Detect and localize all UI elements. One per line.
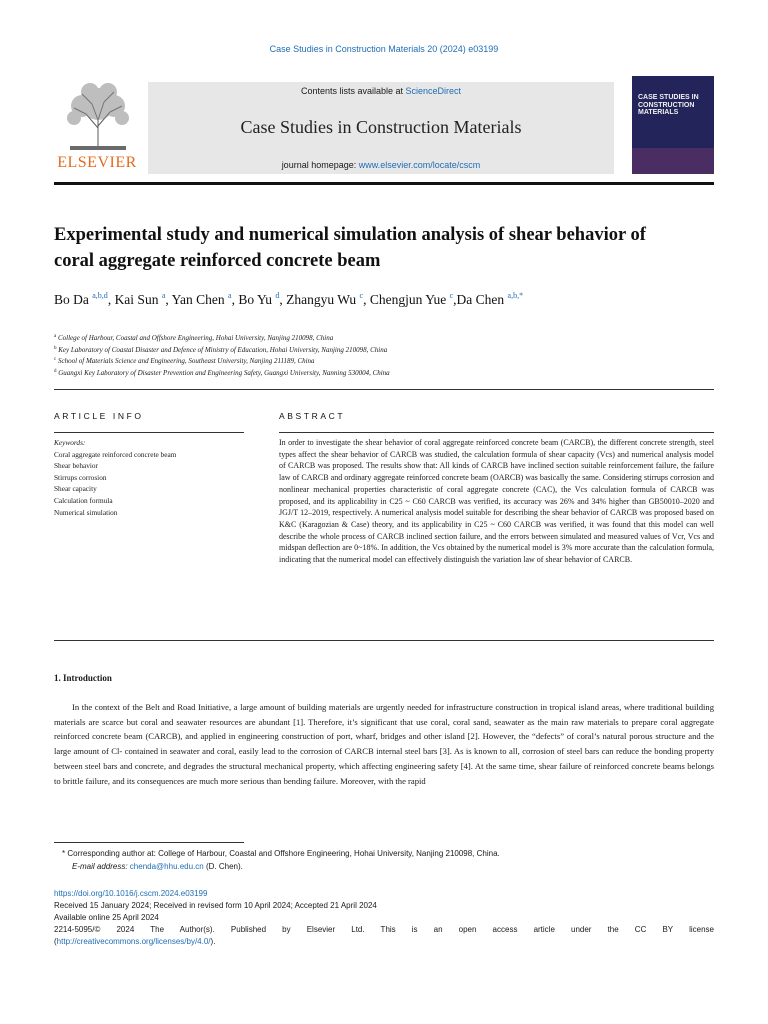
author-separator: , bbox=[107, 292, 115, 307]
cover-title: CASE STUDIES IN CONSTRUCTION MATERIALS bbox=[638, 94, 699, 116]
affiliation-text: School of Materials Science and Engineering, Southeast University, Nanjing 211189, China bbox=[56, 357, 315, 366]
affiliation-text: Key Laboratory of Coastal Disaster and Defence of Ministry of Education, Hohai University, Nanjing 210098, China bbox=[56, 345, 388, 354]
article-info-rule bbox=[54, 432, 244, 433]
homepage-prefix: journal homepage: bbox=[281, 160, 359, 170]
affiliations bbox=[54, 332, 714, 379]
keywords-list bbox=[54, 449, 254, 519]
email-line bbox=[62, 860, 702, 873]
author-affiliation-marker[interactable]: a,b,* bbox=[507, 291, 524, 300]
corresponding-author-note bbox=[62, 847, 702, 860]
keyword: Shear behavior bbox=[54, 461, 98, 471]
received-dates: Received 15 January 2024; Received in revised form 10 April 2024; Accepted 21 April 2024 bbox=[54, 900, 377, 910]
author-affiliation-marker[interactable]: c bbox=[449, 291, 454, 300]
affiliation-text: College of Harbour, Coastal and Offshore Engineering, Hohai University, Nanjing 210098, China bbox=[56, 334, 334, 342]
author-separator: , bbox=[165, 292, 172, 307]
affiliation bbox=[54, 344, 714, 356]
keyword: Stirrups corrosion bbox=[54, 472, 107, 482]
author-separator: , bbox=[363, 292, 370, 307]
footnote-text: Corresponding author at: College of Harbour, Coastal and Offshore Engineering, Hohai University, Nanjing 210098, China. bbox=[65, 849, 500, 858]
divider bbox=[54, 640, 714, 641]
journal-banner bbox=[148, 82, 614, 174]
keyword: Numerical simulation bbox=[54, 507, 118, 517]
license-close-paren: ). bbox=[210, 936, 216, 946]
abstract-heading: ABSTRACT bbox=[279, 411, 346, 421]
email-suffix: (D. Chen). bbox=[203, 862, 243, 871]
affiliation bbox=[54, 332, 714, 344]
author-name: Bo Yu bbox=[238, 292, 276, 307]
available-online: Available online 25 April 2024 bbox=[54, 912, 159, 922]
author-affiliation-marker[interactable]: a bbox=[161, 291, 166, 300]
affiliation bbox=[54, 355, 714, 367]
keyword: Shear capacity bbox=[54, 484, 97, 494]
keywords-label: Keywords: bbox=[54, 438, 86, 447]
masthead bbox=[54, 78, 714, 182]
affiliation bbox=[54, 367, 714, 379]
license-url-line bbox=[54, 936, 714, 948]
footnote-rule bbox=[54, 842, 244, 843]
author-separator: , bbox=[231, 292, 239, 307]
journal-reference[interactable]: Case Studies in Construction Materials 20 (2024) e03199 bbox=[269, 44, 499, 54]
author-name: Zhangyu Wu bbox=[286, 292, 360, 307]
footnote bbox=[62, 847, 702, 873]
header-rule bbox=[54, 182, 714, 185]
abstract-rule bbox=[279, 432, 714, 433]
affiliation-label: d bbox=[54, 369, 57, 375]
author-name: Bo Da bbox=[54, 292, 93, 307]
keyword: Coral aggregate reinforced concrete beam bbox=[54, 449, 177, 459]
contents-line bbox=[148, 86, 614, 96]
author-name: Chengjun Yue bbox=[369, 292, 450, 307]
author-list bbox=[54, 286, 674, 310]
contents-prefix: Contents lists available at bbox=[300, 86, 406, 96]
journal-cover[interactable] bbox=[632, 76, 714, 174]
divider bbox=[54, 389, 714, 390]
author-name: Yan Chen bbox=[171, 292, 229, 307]
publisher-logo[interactable] bbox=[54, 78, 140, 174]
article-title: Experimental study and numerical simulation analysis of shear behavior of coral aggregate reinforced concrete beam bbox=[54, 225, 646, 271]
email-link[interactable]: chenda@hhu.edu.cn bbox=[129, 862, 204, 871]
article-info-heading: ARTICLE INFO bbox=[54, 411, 144, 421]
cover-stripe bbox=[632, 148, 714, 174]
affiliation-text: Guangxi Key Laboratory of Disaster Prevention and Engineering Safety, Guangxi University, Nanning 530004, China bbox=[56, 369, 390, 378]
journal-title: Case Studies in Construction Materials bbox=[240, 117, 522, 137]
affiliation-label: a bbox=[54, 334, 57, 339]
author-name: Da Chen bbox=[456, 292, 508, 307]
author-affiliation-marker[interactable]: a,b,d bbox=[92, 291, 108, 300]
author-name: Kai Sun bbox=[114, 292, 162, 307]
license-link[interactable]: http://creativecommons.org/licenses/by/4.0/ bbox=[56, 936, 211, 946]
doi-link[interactable]: https://doi.org/10.1016/j.cscm.2024.e03199 bbox=[54, 889, 208, 898]
author-affiliation-marker[interactable]: c bbox=[359, 291, 364, 300]
author-affiliation-marker[interactable]: d bbox=[275, 291, 280, 300]
section-heading-introduction: 1. Introduction bbox=[54, 673, 112, 683]
abstract-text: In order to investigate the shear behavior of coral aggregate reinforced concrete beam (CARCB), the different concrete strength, steel types affect the shear behavior of CARCB was studied, the calculation formula of shear capacity (Vcs) and numerical analysis model of CARCB was proposed. The results show that: All kinds of CARCB have inclined section suitable reinforcement failure, the failure law of CARCB and ordinary aggregate reinforced concrete beam (OARCB) was basically the same. Considering stirrups corrosion and nonlinear mechanical properties characteristic of coral aggregate concrete (CAC), the Vcs calculation formula of CARCB was proposed, and its applicability in C25 ~ C60 CARCB was verified, its accuracy was 26% and 34% higher than GB50010–2020 and JGJ/T 12–2019, respectively. A numerical analysis model suitable for describing the shear behavior of CARCB was proposed based on K&C (Karagozian & Case) theory, and its applicability in C25 ~ C60 CARCB was verified, it was found that this model can well describe the whole process of CARCB inclined section failure, and the errors between simulated and measured values of Vcr, Vcs and midspan deflection are 0~18%. In addition, the Vcs obtained by the numerical model is 3% more accurate than the calculation formula, indicating that the numerical model can effectively distinguish the variation law of shear behavior of CARCB. bbox=[279, 438, 714, 565]
homepage-line bbox=[148, 160, 614, 170]
homepage-link[interactable]: www.elsevier.com/locate/cscm bbox=[358, 160, 481, 170]
sciencedirect-link[interactable]: ScienceDirect bbox=[405, 86, 462, 96]
introduction-text: In the context of the Belt and Road Initiative, a large amount of building materials are urgently needed for infrastructure construction in tropical island areas, where traditional building materials are scarce but coral and seawater resources are abundant [1]. Therefore, it’s significant that use coral, coral sand, seawater as the main raw materials to prepare coral aggregate reinforced concrete beam (CARCB), and applied in engineering construction of port, wharf, bridges and other island [2]. However, the “defects” of coral’s natural porous structure and the large amount of Cl- contained in seawater and coral, easily lead to the corrosion of CARCB internal steel bars [3]. As is known to all, corrosion of steel bars can reduce the bonding property between steel bars and concrete, and degrades the structural mechanical property, which affecting engineering safety [4]. At the same time, shear failure of reinforced concrete beams belongs to brittle failure, and its consequences are much more serious than bending failure. Moreover, with the rapid bbox=[54, 702, 714, 786]
license-statement: 2214-5095/© 2024 The Author(s). Published by Elsevier Ltd. This is an open access article under the CC BY license bbox=[54, 924, 714, 934]
author-affiliation-marker[interactable]: a bbox=[228, 291, 232, 300]
keywords-block bbox=[54, 437, 254, 518]
affiliation-label: c bbox=[54, 357, 57, 363]
footnote-marker: * bbox=[62, 849, 66, 858]
keyword: Calculation formula bbox=[54, 495, 113, 505]
author-separator: , bbox=[453, 292, 457, 307]
email-label: E-mail address: bbox=[72, 862, 130, 871]
elsevier-tree-icon bbox=[62, 80, 134, 152]
author-separator: , bbox=[279, 292, 287, 307]
license-open-paren: ( bbox=[54, 936, 57, 946]
article-metadata bbox=[54, 888, 714, 948]
affiliation-label: b bbox=[54, 345, 57, 351]
elsevier-wordmark: ELSEVIER bbox=[57, 154, 137, 171]
